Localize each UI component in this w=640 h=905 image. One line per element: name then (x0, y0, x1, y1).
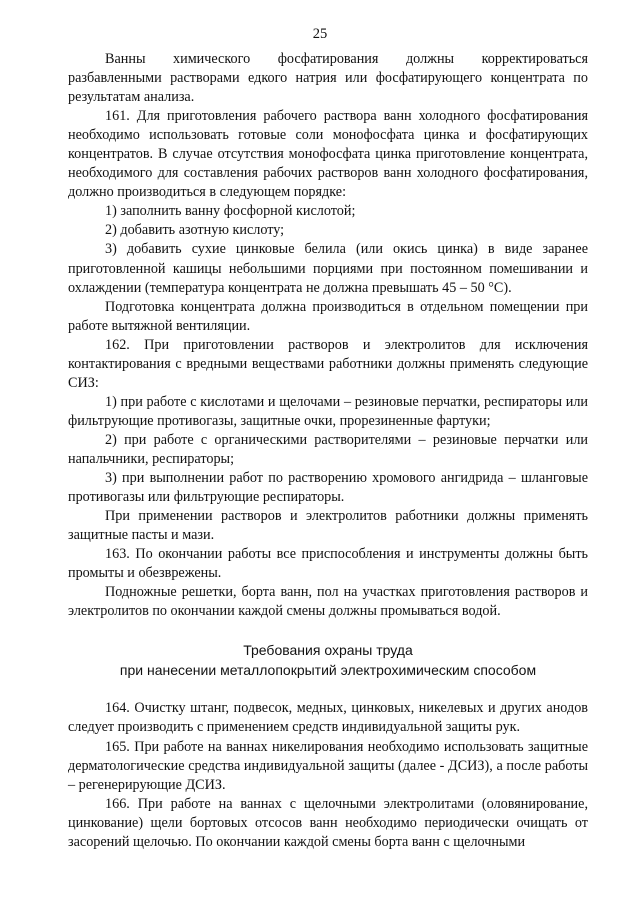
paragraph-161: 161. Для приготовления рабочего раствора ванн холодного фосфатирования необходимо использовать готовые соли монофосфата цинка и фосфатирующих концентратов. В случае отсутствия монофосфата цинка приготовление концентрата, необходимого для составления рабочих растворов ванн холодного фосфатирования, должно производиться в следующем порядке: (68, 108, 588, 201)
list-item: 2) добавить азотную кислоту; (105, 222, 285, 239)
paragraph-163: 163. По окончании работы все приспособления и инструменты должны быть промыты и обезврежены. (68, 546, 588, 582)
section-heading-line: при нанесении металлопокрытий электрохимическим способом (119, 662, 537, 679)
paragraph: Подножные решетки, борта ванн, пол на участках приготовления растворов и электролитов по окончании каждой смены должны промываться водой. (68, 584, 588, 620)
paragraph: При применении растворов и электролитов работники должны применять защитные пасты и мази. (68, 508, 588, 544)
list-item: 3) добавить сухие цинковые белила (или окись цинка) в виде заранее приготовленной кашицы небольшими порциями при постоянном помешивании и охлаждении (температура концентрата не должна превышать 45 – 50 °С). (68, 241, 588, 296)
paragraph-164: 164. Очистку штанг, подвесок, медных, цинковых, никелевых и других анодов следует производить с применением средств индивидуальной защиты рук. (68, 700, 588, 736)
section-heading-line: Требования охраны труда (243, 642, 413, 659)
section-heading (68, 640, 588, 680)
paragraph-162: 162. При приготовлении растворов и электролитов для исключения контактирования с вредными веществами работники должны применять следующие СИЗ: (68, 336, 588, 391)
page-number: 25 (312, 26, 328, 42)
paragraph: Подготовка концентрата должна производиться в отдельном помещении при работе вытяжной вентиляции. (68, 298, 588, 334)
list-item: 3) при выполнении работ по растворению хромового ангидрида – шланговые противогазы или фильтрующие респираторы. (68, 470, 588, 506)
document-body (68, 50, 588, 852)
list-item: 2) при работе с органическими растворителями – резиновые перчатки или напальчники, респираторы; (68, 431, 588, 467)
paragraph: Ванны химического фосфатирования должны корректироваться разбавленными растворами едкого натрия или фосфатирующего концентрата по результатам анализа. (68, 51, 588, 106)
list-item: 1) заполнить ванну фосфорной кислотой; (105, 203, 356, 220)
list-item: 1) при работе с кислотами и щелочами – резиновые перчатки, респираторы или фильтрующие противогазы, защитные очки, прорезиненные фартуки; (68, 393, 588, 429)
paragraph-166: 166. При работе на ваннах с щелочными электролитами (оловянирование, цинкование) щели бортовых отсосов ванн необходимо периодически очищать от засорений щелочью. По окончании каждой смены борта ванн с щелочными (68, 795, 588, 850)
paragraph-165: 165. При работе на ваннах никелирования необходимо использовать защитные дерматологические средства индивидуальной защиты (далее - ДСИЗ), а после работы – регенерирующие ДСИЗ. (68, 738, 588, 793)
